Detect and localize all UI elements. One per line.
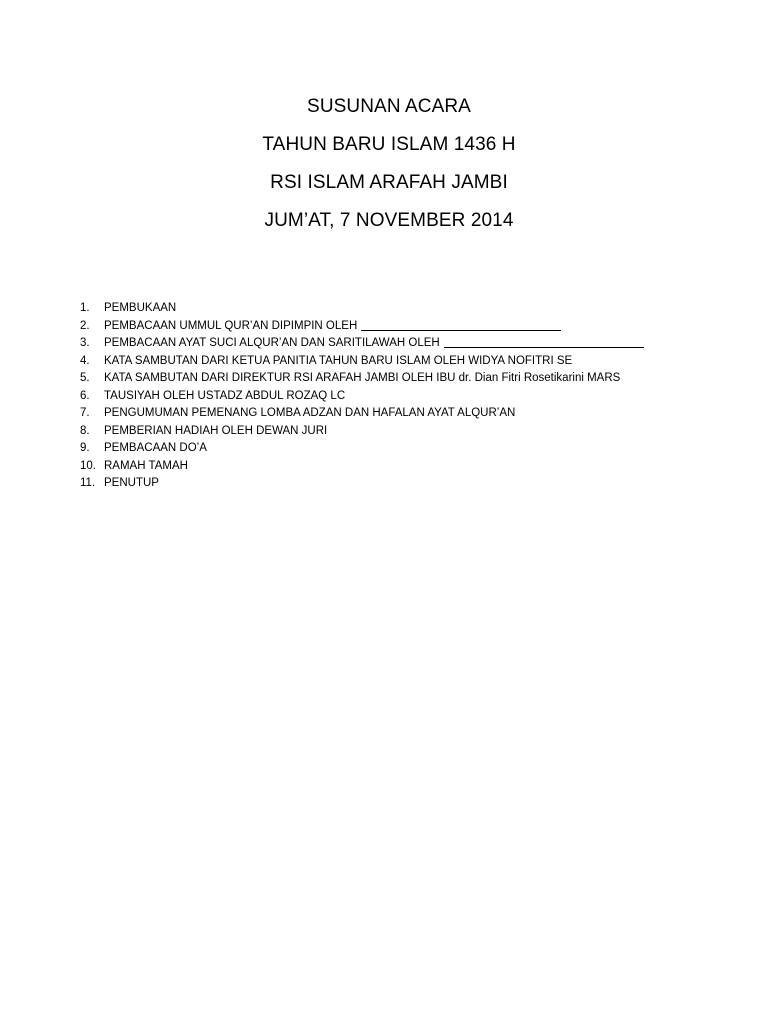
- list-item: [80, 318, 730, 336]
- item-number: 6.: [80, 389, 90, 402]
- item-number: 2.: [80, 319, 90, 332]
- list-item: [80, 458, 730, 476]
- item-number: 10.: [80, 459, 96, 472]
- item-number: 1.: [80, 302, 90, 314]
- fill-in-blank: [361, 318, 561, 331]
- list-item: [80, 353, 730, 371]
- list-item: [80, 475, 730, 493]
- item-number: 8.: [80, 424, 90, 437]
- list-item: [80, 335, 730, 353]
- document-header: [0, 88, 768, 240]
- list-item: [80, 300, 730, 318]
- header-date: JUM’AT, 7 NOVEMBER 2014: [264, 210, 514, 231]
- item-text: PENGUMUMAN PEMENANG LOMBA ADZAN DAN HAFALAN AYAT ALQUR’AN: [104, 407, 516, 419]
- item-text: RAMAH TAMAH: [104, 459, 188, 472]
- item-text: KATA SAMBUTAN DARI KETUA PANITIA TAHUN BARU ISLAM OLEH WIDYA NOFITRI SE: [104, 354, 573, 367]
- item-text: PEMBACAAN UMMUL QUR’AN DIPIMPIN OLEH: [104, 319, 358, 332]
- list-item: [80, 405, 730, 423]
- item-text: PENUTUP: [104, 477, 159, 489]
- list-item: [80, 440, 730, 458]
- list-item: [80, 388, 730, 406]
- item-text: TAUSIYAH OLEH USTADZ ABDUL ROZAQ LC: [104, 389, 346, 402]
- item-text: PEMBERIAN HADIAH OLEH DEWAN JURI: [104, 424, 328, 437]
- item-text: PEMBUKAAN: [104, 302, 177, 314]
- item-number: 7.: [80, 407, 90, 419]
- agenda-list: [80, 300, 730, 493]
- header-title: SUSUNAN ACARA: [307, 96, 471, 117]
- header-event: TAHUN BARU ISLAM 1436 H: [262, 134, 516, 155]
- header-venue: RSI ISLAM ARAFAH JAMBI: [270, 172, 508, 193]
- fill-in-blank: [444, 335, 644, 348]
- item-number: 9.: [80, 442, 90, 454]
- item-text: PEMBACAAN DO’A: [104, 442, 207, 454]
- item-number: 5.: [80, 372, 90, 384]
- item-number: 3.: [80, 337, 90, 349]
- item-number: 11.: [80, 477, 96, 489]
- item-number: 4.: [80, 354, 90, 367]
- list-item: [80, 423, 730, 441]
- item-text: PEMBACAAN AYAT SUCI ALQUR’AN DAN SARITILAWAH OLEH: [104, 337, 440, 349]
- item-text: KATA SAMBUTAN DARI DIREKTUR RSI ARAFAH JAMBI OLEH IBU dr. Dian Fitri Rosetikarini MARS: [104, 372, 621, 384]
- list-item: [80, 370, 730, 388]
